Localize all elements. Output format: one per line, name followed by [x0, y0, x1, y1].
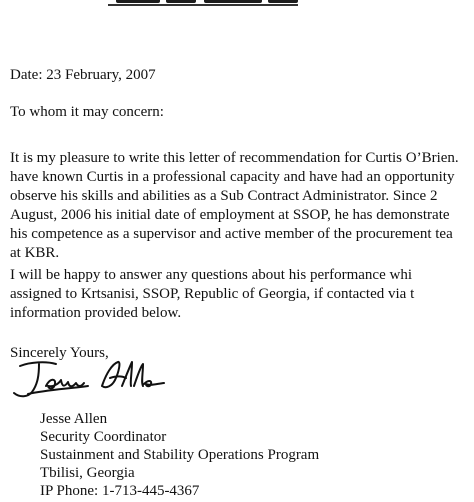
paragraph-line: information provided below.: [10, 305, 182, 321]
paragraph-line: observe his skills and abilities as a Sub Contract Administrator. Since 2: [10, 188, 438, 204]
paragraph-line: I will be happy to answer any questions about his performance whi: [10, 267, 412, 283]
paragraph-line: have known Curtis in a professional capacity and have had an opportunity: [10, 169, 455, 185]
signer-program: Sustainment and Stability Operations Program: [40, 447, 320, 463]
signer-name: Jesse Allen: [40, 411, 108, 427]
paragraph-line: It is my pleasure to write this letter of recommendation for Curtis O’Brien.: [10, 150, 459, 166]
signer-title: Security Coordinator: [40, 429, 167, 445]
handwritten-signature: [6, 356, 166, 404]
paragraph-line: at KBR.: [10, 245, 60, 261]
signer-phone: IP Phone: 1-713-445-4367: [40, 483, 200, 499]
letterhead-fragment: [108, 0, 308, 8]
paragraph-line: assigned to Krtsanisi, SSOP, Republic of Georgia, if contacted via t: [10, 286, 415, 302]
signature-block: [40, 410, 319, 500]
paragraph-line: August, 2006 his initial date of employment at SSOP, he has demonstrate: [10, 207, 450, 223]
letter-salutation: To whom it may concern:: [10, 104, 164, 120]
letter-closing: Sincerely Yours,: [10, 345, 109, 361]
paragraph-line: his competence as a supervisor and active member of the procurement tea: [10, 226, 453, 242]
signer-location: Tbilisi, Georgia: [40, 465, 135, 481]
letter-date: Date: 23 February, 2007: [10, 67, 156, 83]
